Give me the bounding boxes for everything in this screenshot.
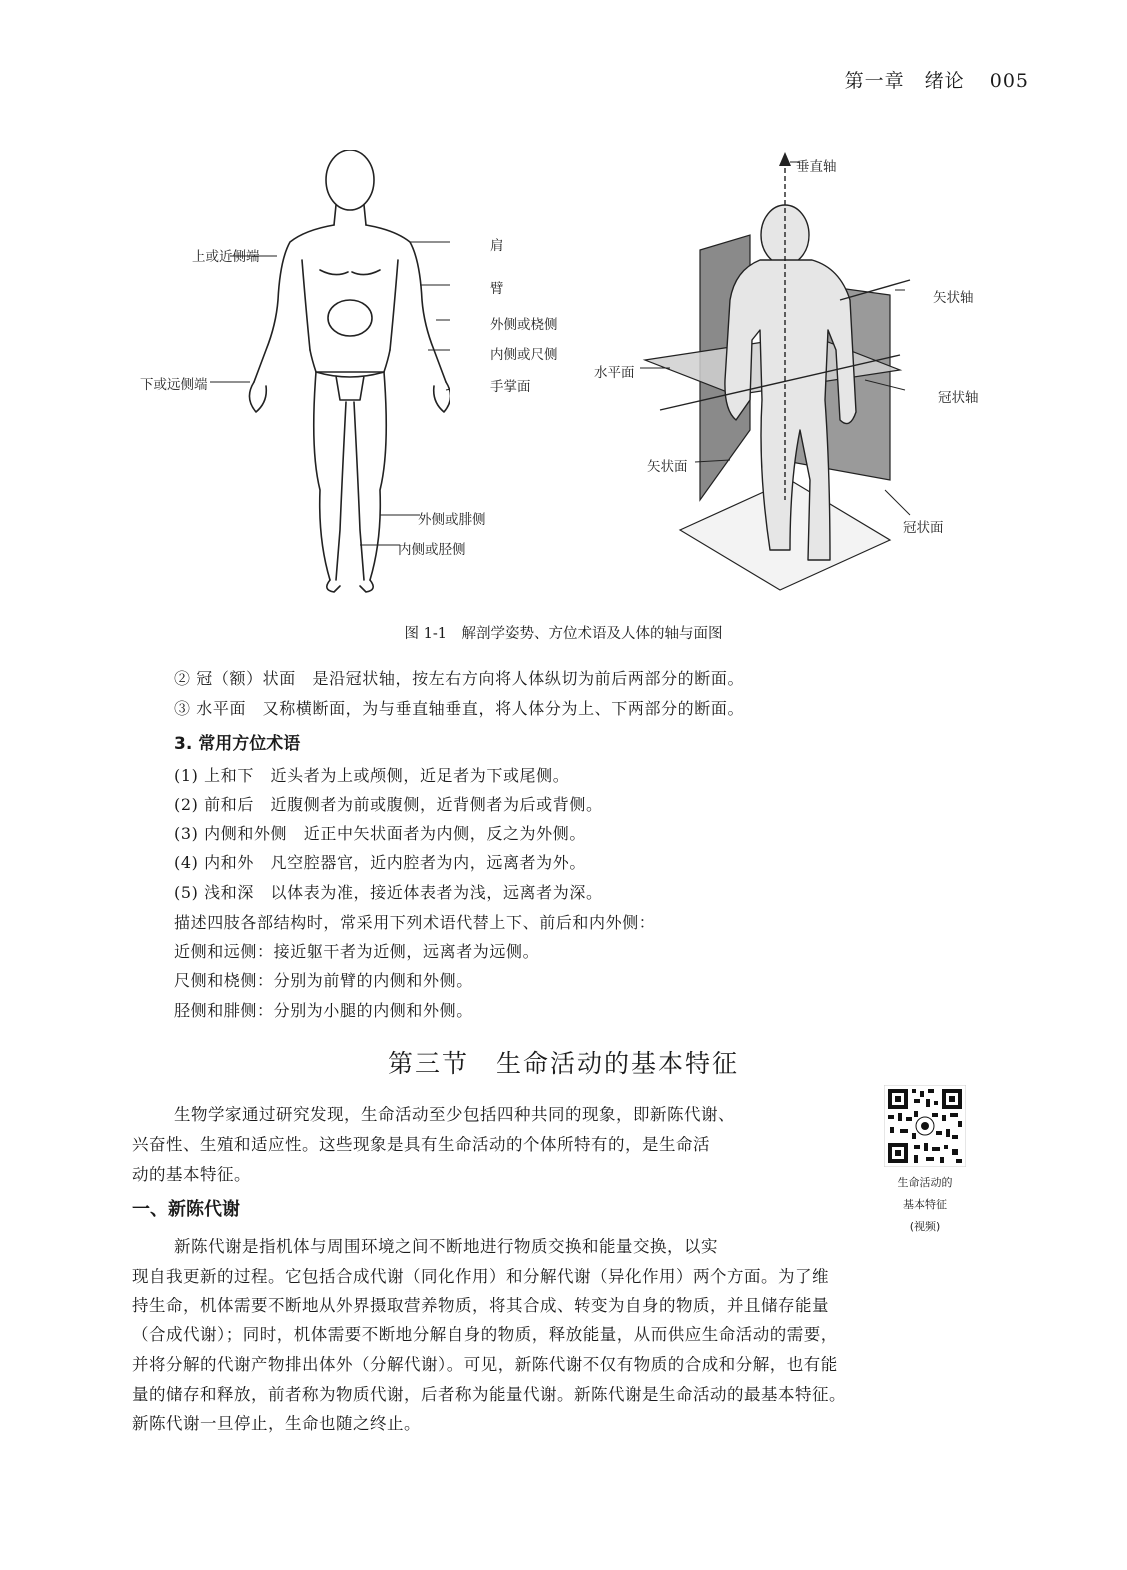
intro-line: 生物学家通过研究发现，生命活动至少包括四种共同的现象，即新陈代谢、 — [174, 1105, 735, 1124]
plane-horizontal: ③ 水平面 又称横断面，为与垂直轴垂直，将人体分为上、下两部分的断面。 — [174, 699, 745, 718]
label-distal: 下或远侧端 — [140, 377, 208, 393]
term-item: (1) 上和下 近头者为上或颅侧，近足者为下或尾侧。 — [174, 766, 570, 785]
metabolism-line: 并将分解的代谢产物排出体外（分解代谢）。可见，新陈代谢不仅有物质的合成和分解，也有能 — [132, 1355, 838, 1374]
limb-item: 胫侧和腓侧：分别为小腿的内侧和外侧。 — [174, 1001, 473, 1020]
label-medial-ulnar: 内侧或尺侧 — [490, 347, 558, 363]
label-lateral-radial: 外侧或桡侧 — [490, 317, 558, 333]
qr-caption: 生命活动的 基本特征 (视频) — [897, 1176, 953, 1233]
section-title: 第三节 生命活动的基本特征 — [387, 1049, 739, 1078]
figure-head — [326, 150, 374, 210]
body-axes-planes-figure — [640, 150, 920, 600]
label-lateral-fibular: 外侧或腓侧 — [418, 512, 486, 528]
label-sagittal-axis: 矢状轴 — [933, 290, 974, 306]
metabolism-line: 量的储存和释放，前者称为物质代谢，后者称为能量代谢。新陈代谢是生命活动的最基本特征。 — [132, 1385, 846, 1404]
term-item: (3) 内侧和外侧 近正中矢状面者为内侧，反之为外侧。 — [174, 824, 586, 843]
qr-code-icon[interactable] — [884, 1085, 966, 1167]
figure-torso — [254, 225, 446, 382]
intro-line: 兴奋性、生殖和适应性。这些现象是具有生命活动的个体所特有的，是生命活 — [132, 1135, 710, 1154]
intro-line: 动的基本特征。 — [132, 1165, 251, 1184]
label-arm: 臂 — [490, 281, 504, 297]
metabolism-line: （合成代谢）；同时，机体需要不断地分解自身的物质，释放能量，从而供应生命活动的需要， — [132, 1325, 838, 1344]
figure-legs — [314, 372, 387, 580]
metabolism-line: 现自我更新的过程。它包括合成代谢（同化作用）和分解代谢（异化作用）两个方面。为了维 — [132, 1267, 829, 1286]
figure-abdomen — [310, 350, 390, 372]
figure-belly — [328, 300, 372, 336]
figure-pelvis — [316, 372, 384, 400]
limb-item: 近侧和远侧：接近躯干者为近侧，远离者为远侧。 — [174, 942, 540, 961]
label-proximal: 上或近侧端 — [192, 249, 260, 265]
terms-heading: 3. 常用方位术语 — [174, 734, 301, 754]
label-horizontal-plane: 水平面 — [594, 365, 635, 381]
metabolism-line: 持生命，机体需要不断地从外界摄取营养物质，将其合成、转变为自身的物质，并且储存能量 — [132, 1296, 829, 1315]
metabolism-line: 新陈代谢是指机体与周围环境之间不断地进行物质交换和能量交换，以实 — [174, 1237, 718, 1256]
limb-intro: 描述四肢各部结构时，常采用下列术语代替上下、前后和内外侧： — [174, 913, 656, 932]
figure-neck — [334, 205, 366, 225]
term-item: (5) 浅和深 以体表为准，接近体表者为浅，远离者为深。 — [174, 883, 603, 902]
plane-coronal: ② 冠（额）状面 是沿冠状轴，按左右方向将人体纵切为前后两部分的断面。 — [174, 669, 745, 688]
figure-right-hand — [434, 382, 450, 412]
limb-item: 尺侧和桡侧：分别为前臂的内侧和外侧。 — [174, 971, 473, 990]
metabolism-heading: 一、新陈代谢 — [132, 1199, 240, 1220]
anatomical-position-figure — [210, 150, 450, 600]
label-palm: 手掌面 — [490, 379, 531, 395]
label-shoulder: 肩 — [490, 238, 504, 254]
label-medial-tibial: 内侧或胫侧 — [398, 542, 466, 558]
metabolism-line: 新陈代谢一旦停止，生命也随之终止。 — [132, 1414, 421, 1433]
label-sagittal-plane: 矢状面 — [647, 459, 688, 475]
term-item: (4) 内和外 凡空腔器官，近内腔者为内，远离者为外。 — [174, 853, 586, 872]
label-coronal-axis: 冠状轴 — [938, 390, 979, 406]
figure-left-hand — [249, 382, 266, 412]
label-coronal-plane: 冠状面 — [903, 520, 944, 536]
figure-chest — [320, 270, 380, 275]
chapter-title: 第一章 绪论 — [844, 70, 965, 92]
label-vertical-axis: 垂直轴 — [796, 159, 837, 175]
figure-feet — [327, 580, 373, 592]
page-number: 005 — [989, 70, 1029, 92]
term-item: (2) 前和后 近腹侧者为前或腹侧，近背侧者为后或背侧。 — [174, 795, 603, 814]
figure-caption: 图 1-1 解剖学姿势、方位术语及人体的轴与面图 — [404, 626, 723, 642]
running-header — [845, 66, 1029, 93]
vertical-axis-arrowhead — [779, 152, 791, 166]
